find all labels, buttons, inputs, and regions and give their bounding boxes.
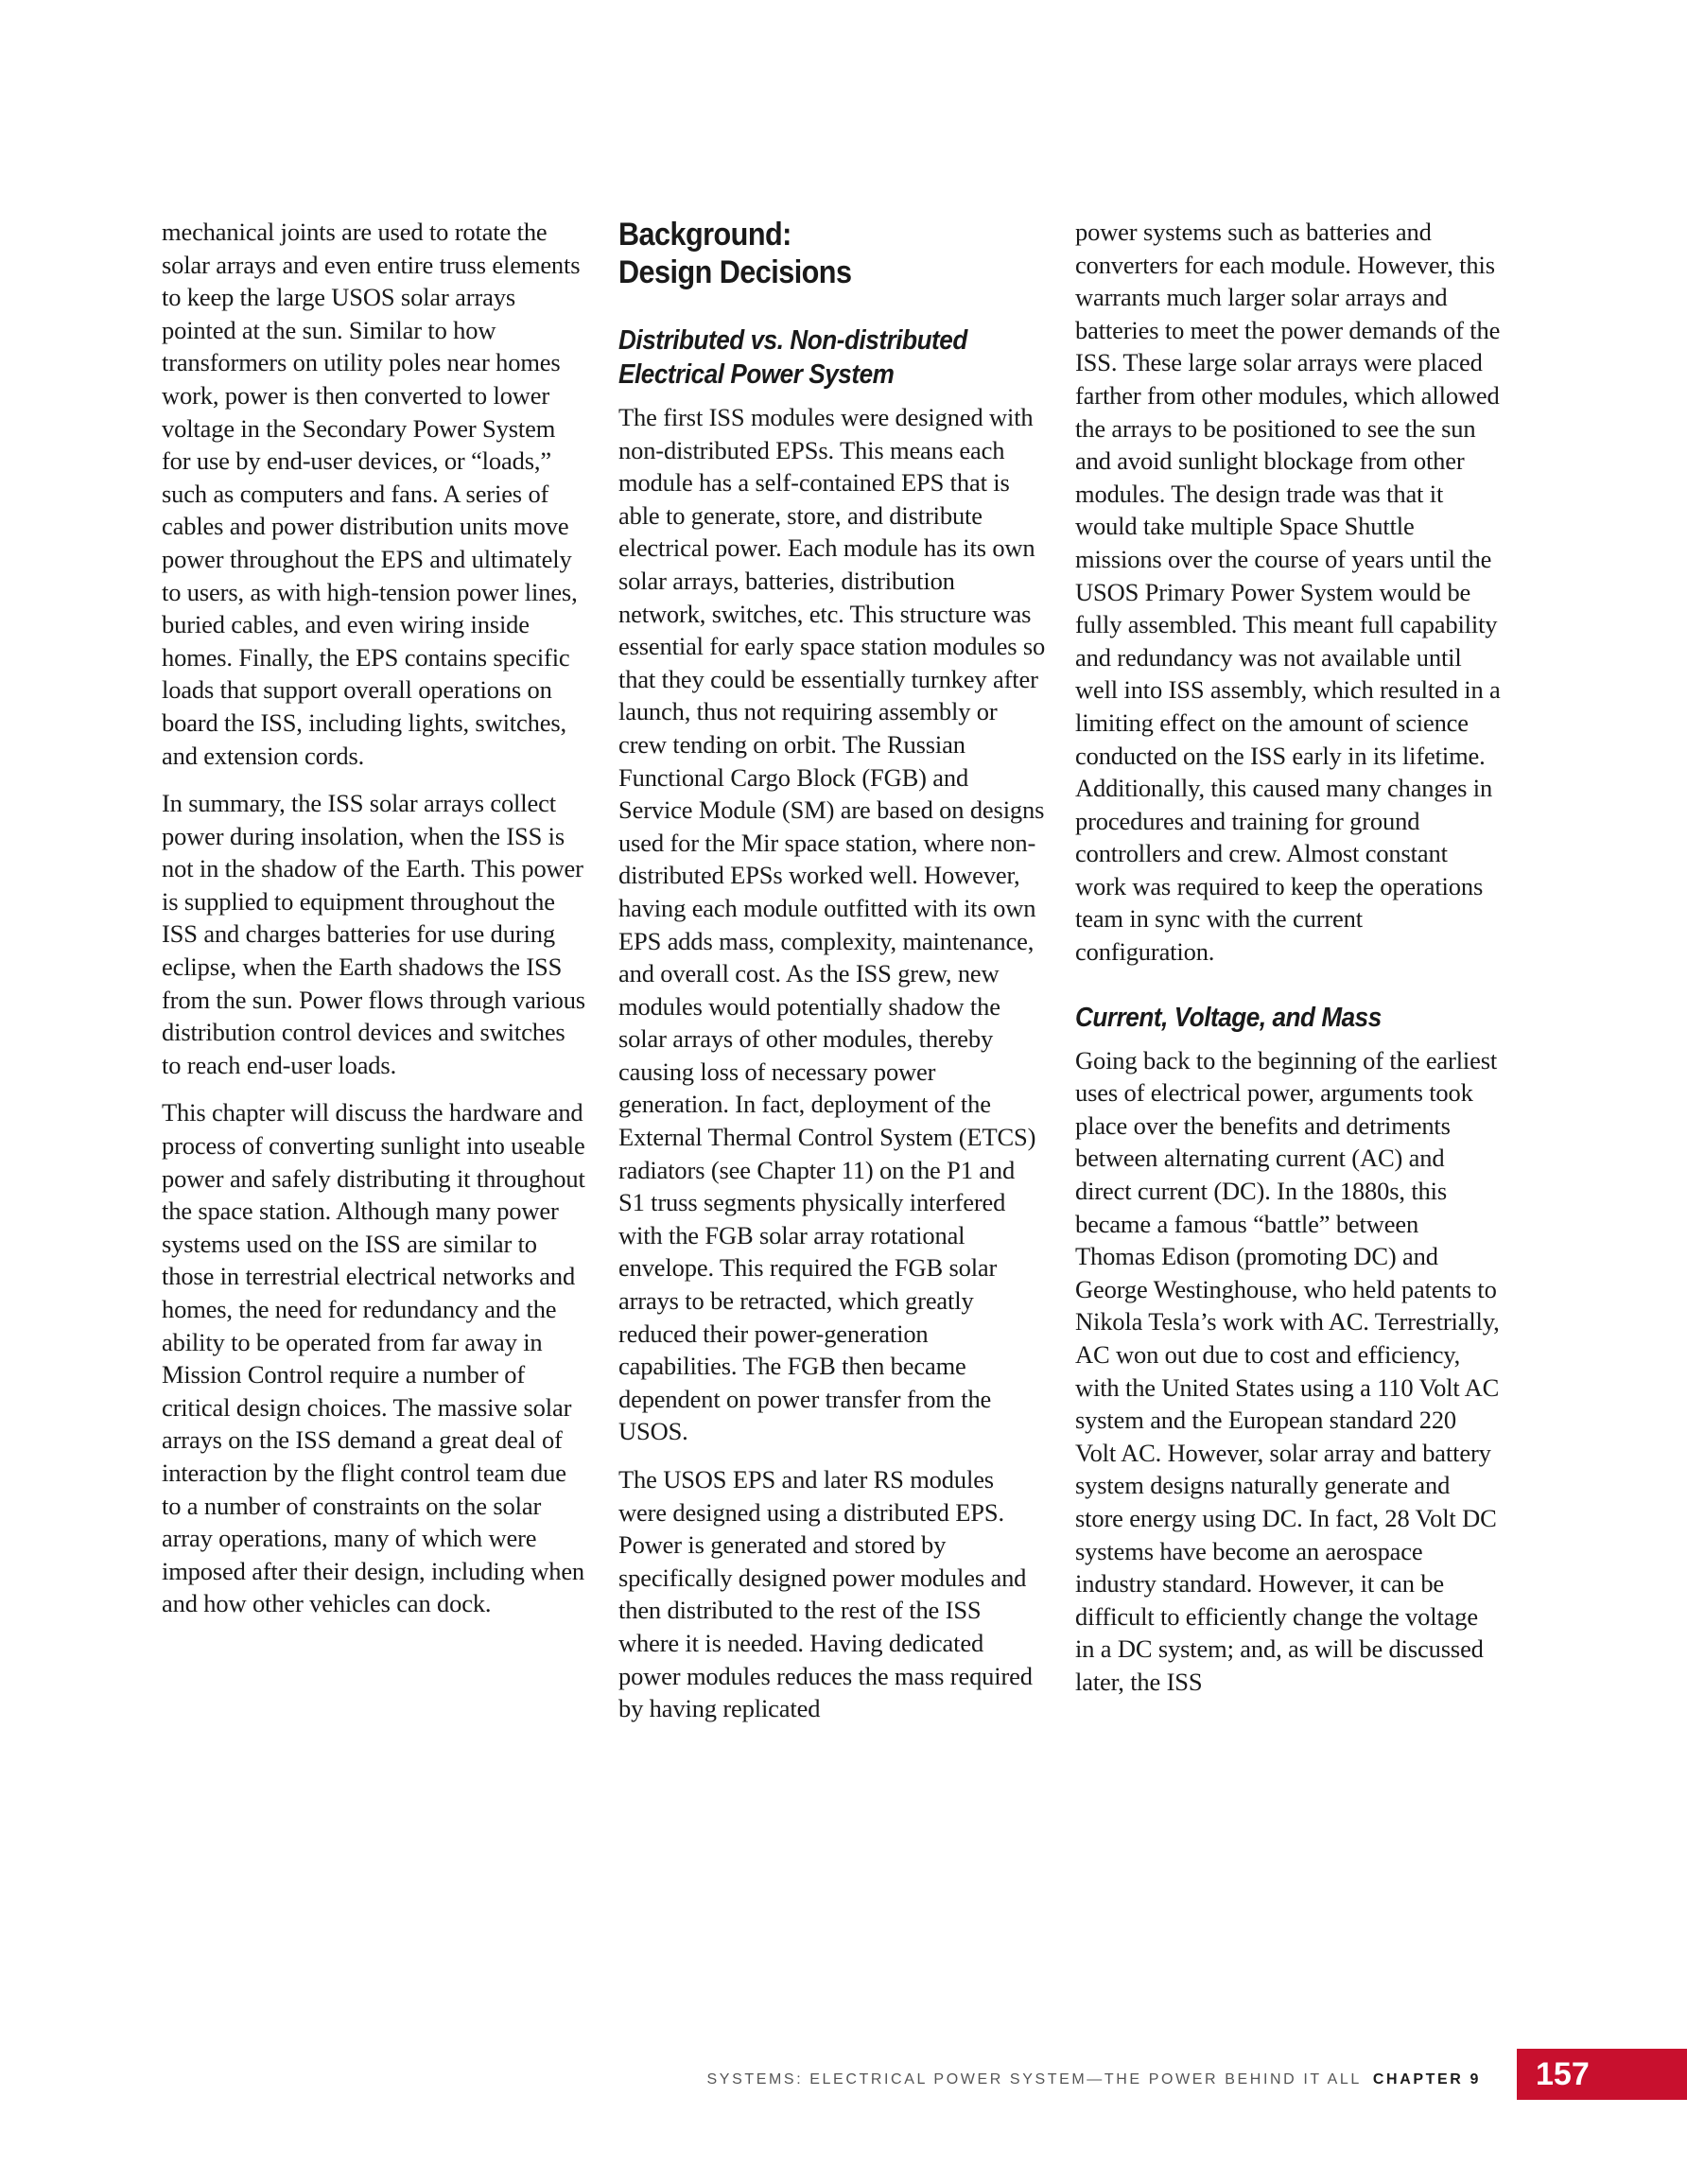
body-paragraph: The USOS EPS and later RS modules were designed using a distributed EPS. Power is generated and stored by specifically designed power modules and then distributed to the rest of the ISS where it is needed. Having dedicated power modules reduces the mass required by having replicated (618, 1465, 1033, 1723)
page-footer (707, 2066, 1481, 2094)
page-number: 157 (1536, 2056, 1590, 2092)
body-paragraph: mechanical joints are used to rotate the solar arrays and even entire truss elements to keep the large USOS solar arrays pointed at the sun. Similar to how transformers on utility poles near homes work, power is then converted to lower voltage in the Secondary Power System for use by end-user devices, or “loads,” such as computers and fans. A series of cables and power distribution units move power throughout the EPS and ultimately to users, as with high-tension power lines, buried cables, and even wiring inside homes. Finally, the EPS contains specific loads that support overall operations on board the ISS, including lights, switches, and extension cords. (162, 218, 581, 770)
body-paragraph: Going back to the beginning of the earliest uses of electrical power, arguments took place over the benefits and detriments between alternating current (AC) and direct current (DC). In the 1880s, this became a famous “battle” between Thomas Edison (promoting DC) and George Westinghouse, who held patents to Nikola Tesla’s work with AC. Terrestrially, AC won out due to cost and efficiency, with the United States using a 110 Volt AC system and the European standard 220 Volt AC. However, solar array and battery system designs naturally generate and store energy using DC. In fact, 28 Volt DC systems have become an aerospace industry standard. However, it can be difficult to efficiently change the voltage in a DC system; and, as will be discussed later, the ISS (1075, 1045, 1500, 1696)
body-paragraph: In summary, the ISS solar arrays collect power during insolation, when the ISS is not in the shadow of the Earth. This power is supplied to equipment throughout the ISS and charges batteries for use during eclipse, when the Earth shadows the ISS from the sun. Power flows through various distribution control devices and switches to reach end-user loads. (162, 789, 585, 1079)
right-column (1075, 216, 1503, 1699)
body-paragraph: power systems such as batteries and converters for each module. However, this warrants much larger solar arrays and batteries to meet the power demands of the ISS. These large solar arrays were placed farther from other modules, which allowed the arrays to be positioned to see the sun and avoid sunlight blockage from other modules. The design trade was that it would take multiple Space Shuttle missions over the course of years until the USOS Primary Power System would be fully assembled. This meant full capability and redundancy was not available until well into ISS assembly, which resulted in a limiting effect on the amount of science conducted on the ISS early in its lifetime. Additionally, this caused many changes in procedures and training for ground controllers and crew. Almost constant work was required to keep the operations team in sync with the current configuration. (1075, 218, 1501, 967)
subsection-heading-line2: Electrical Power System (618, 359, 895, 390)
body-paragraph: This chapter will discuss the hardware and process of converting sunlight into useable power and safely distributing it throughout the space station. Although many power systems used on the ISS are similar to those in terrestrial electrical networks and homes, the need for redundancy and the ability to be operated from far away in Mission Control require a number of critical design choices. The massive solar arrays on the ISS demand a great deal of interaction by the flight control team due to a number of constraints on the solar array operations, many of which were imposed after their design, including when and how other vehicles can dock. (162, 1098, 585, 1618)
left-column (162, 216, 589, 1620)
section-heading-line2: Design Decisions (618, 254, 852, 290)
page-number-box (1517, 2049, 1687, 2100)
subsection-heading-line1: Distributed vs. Non-distributed (618, 325, 967, 356)
body-paragraph: The first ISS modules were designed with non-distributed EPSs. This means each module has a self-contained EPS that is able to generate, store, and distribute electrical power. Each module has its own solar arrays, batteries, distribution network, switches, etc. This structure was essential for early space station modules so that they could be essentially turnkey after launch, thus not requiring assembly or crew tending on orbit. The Russian Functional Cargo Block (FGB) and Service Module (SM) are based on designs used for the Mir space station, where non-distributed EPSs worked well. However, having each module outfitted with its own EPS adds mass, complexity, maintenance, and overall cost. As the ISS grew, new modules would potentially shadow the solar arrays of other modules, thereby causing loss of necessary power generation. In fact, deployment of the External Thermal Control System (ETCS) radiators (see Chapter 11) on the P1 and S1 truss segments physically interfered with the FGB solar array rotational envelope. This required the FGB solar arrays to be retracted, which greatly reduced their power-generation capabilities. The FGB then became dependent on power transfer from the USOS. (618, 403, 1046, 1446)
section-heading (618, 216, 1044, 291)
subsection-heading: Current, Voltage, and Mass (1075, 1002, 1382, 1033)
chapter-label: CHAPTER 9 (1372, 2071, 1481, 2088)
running-head: SYSTEMS: ELECTRICAL POWER SYSTEM—THE POWER BEHIND IT ALL (706, 2071, 1362, 2088)
subsection-heading (618, 323, 1044, 392)
middle-column (618, 216, 1046, 1725)
section-heading-line1: Background: (618, 217, 791, 253)
